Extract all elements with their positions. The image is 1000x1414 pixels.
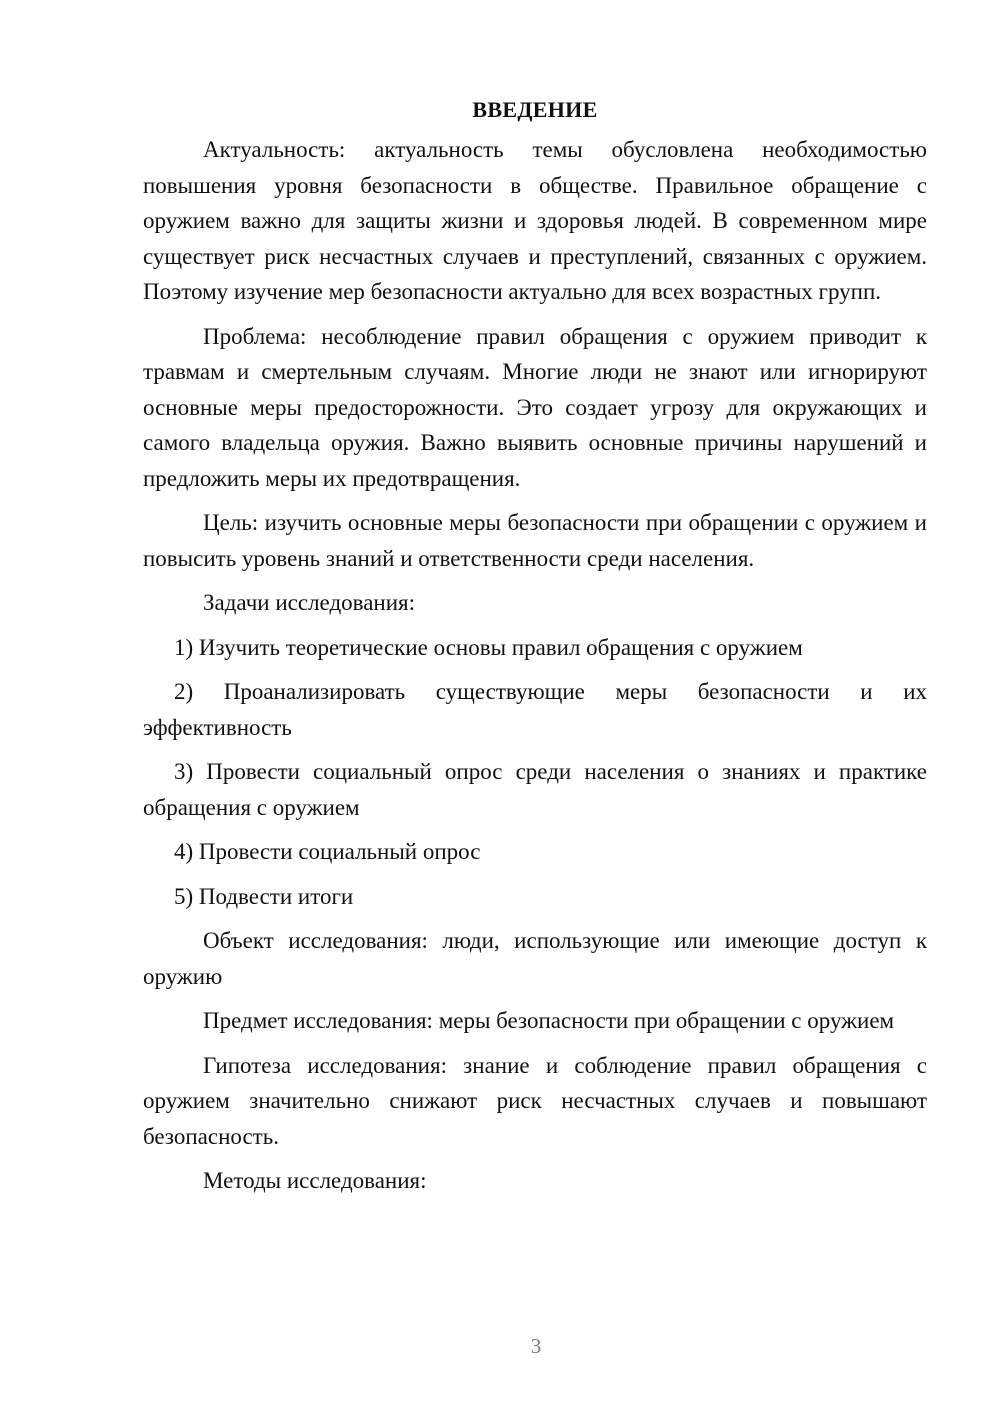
paragraph-goal: Цель: изучить основные меры безопасности при обращении с оружием и повысить уровень знаний и ответственности среди населения.: [143, 510, 927, 571]
paragraph-methods-heading: Методы исследования:: [203, 1168, 427, 1193]
task-item: 2) Проанализировать существующие меры безопасности и их эффективность: [143, 679, 927, 740]
task-item: 5) Подвести итоги: [174, 883, 354, 909]
paragraph-tasks-heading: Задачи исследования:: [203, 590, 416, 615]
page-content: [143, 92, 927, 1208]
task-item: 1) Изучить теоретические основы правил обращения с оружием: [174, 634, 803, 660]
page-number: 3: [530, 1334, 542, 1358]
paragraph-object: Объект исследования: люди, использующие или имеющие доступ к оружию: [143, 928, 927, 989]
section-title: ВВЕДЕНИЕ: [472, 97, 598, 122]
paragraph-hypothesis: Гипотеза исследования: знание и соблюдение правил обращения с оружием значительно снижают риск несчастных случаев и повышают безопасность.: [143, 1052, 927, 1149]
paragraph-relevance: Актуальность: актуальность темы обусловлена необходимостью повышения уровня безопасности в обществе. Правильное обращение с оружием важно для защиты жизни и здоровья людей. В современном мире существует риск несчастных случаев и преступлений, связанных с оружием. Поэтому изучение мер безопасности актуально для всех возрастных групп.: [143, 137, 927, 304]
task-item: 3) Провести социальный опрос среди населения о знаниях и практике обращения с оружием: [143, 759, 927, 820]
task-item: 4) Провести социальный опрос: [174, 839, 481, 864]
paragraph-subject: Предмет исследования: меры безопасности при обращении с оружием: [203, 1008, 895, 1033]
paragraph-problem: Проблема: несоблюдение правил обращения с оружием приводит к травмам и смертельным случаям. Многие люди не знают или игнорируют основные меры предосторожности. Это создает угрозу для окружающих и самого владельца оружия. Важно выявить основные причины нарушений и предложить меры их предотвращения.: [143, 323, 927, 491]
